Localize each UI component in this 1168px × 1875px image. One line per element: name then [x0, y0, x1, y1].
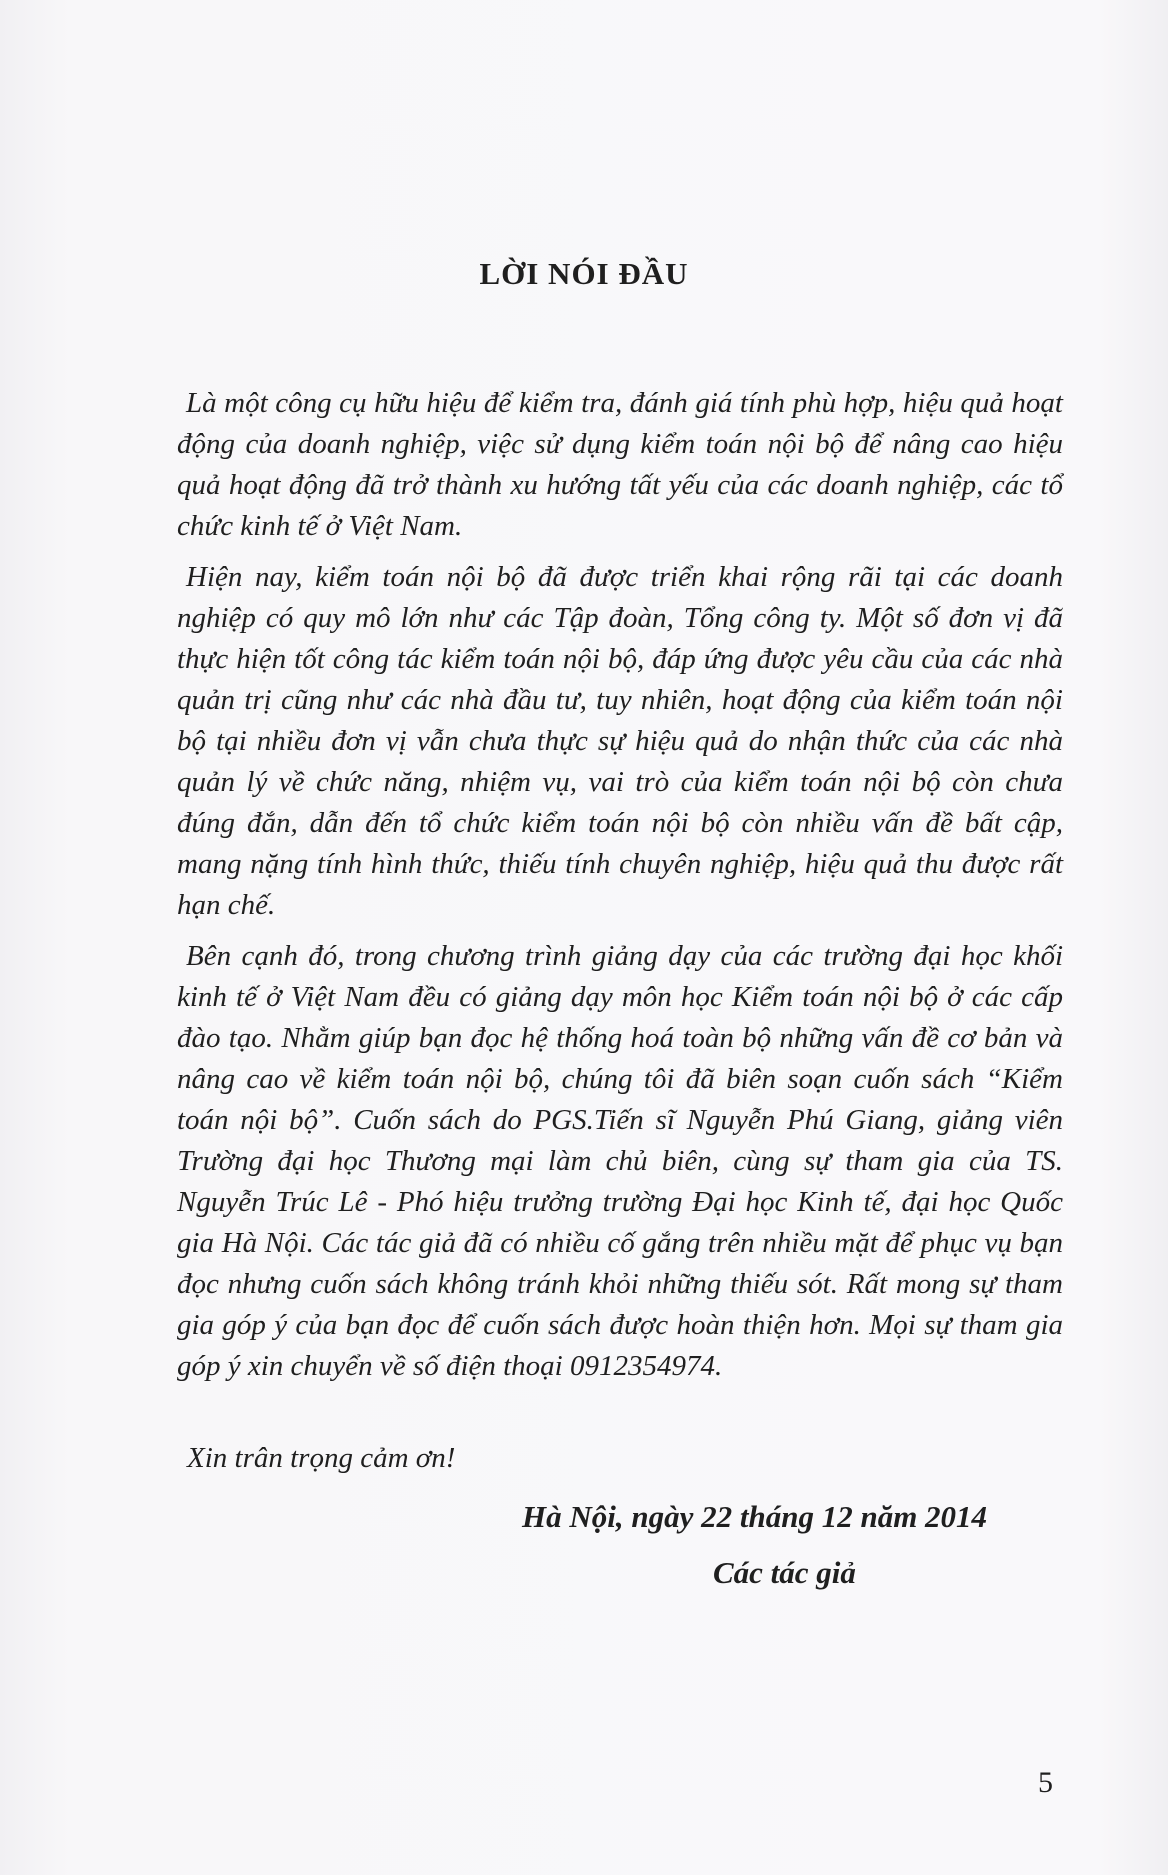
signature-authors: Các tác giả: [713, 1555, 856, 1590]
page-title: LỜI NÓI ĐẦU: [479, 256, 689, 291]
paragraph-3: Bên cạnh đó, trong chương trình giảng dạy của các trường đại học khối kinh tế ở Việt Nam đều có giảng dạy môn học Kiểm toán nội bộ ở các cấp đào tạo. Nhằm giúp bạn đọc hệ thống hoá toàn bộ những vấn đề cơ bản và nâng cao về kiểm toán nội bộ, chúng tôi đã biên soạn cuốn sách “Kiểm toán nội bộ”. Cuốn sách do PGS.Tiến sĩ Nguyễn Phú Giang, giảng viên Trường đại học Thương mại làm chủ biên, cùng sự tham gia của TS. Nguyễn Trúc Lê - Phó hiệu trưởng trường Đại học Kinh tế, đại học Quốc gia Hà Nội. Các tác giả đã có nhiều cố gắng trên nhiều mặt để phục vụ bạn đọc nhưng cuốn sách không tránh khỏi những thiếu sót. Rất mong sự tham gia góp ý của bạn đọc để cuốn sách được hoàn thiện hơn. Mọi sự tham gia góp ý xin chuyển về số điện thoại 0912354974.: [177, 940, 1063, 1382]
page-number: 5: [1038, 1766, 1053, 1799]
paragraph-1: Là một công cụ hữu hiệu để kiểm tra, đánh giá tính phù hợp, hiệu quả hoạt động của doanh nghiệp, việc sử dụng kiểm toán nội bộ để nâng cao hiệu quả hoạt động đã trở thành xu hướng tất yếu của các doanh nghiệp, các tổ chức kinh tế ở Việt Nam.: [177, 387, 1063, 542]
signature-date: Hà Nội, ngày 22 tháng 12 năm 2014: [522, 1499, 988, 1534]
preface-body: [177, 383, 1063, 1397]
closing-line: Xin trân trọng cảm ơn!: [187, 1442, 456, 1474]
paragraph-2: Hiện nay, kiểm toán nội bộ đã được triển khai rộng rãi tại các doanh nghiệp có quy mô lớn như các Tập đoàn, Tổng công ty. Một số đơn vị đã thực hiện tốt công tác kiểm toán nội bộ, đáp ứng được yêu cầu của các nhà quản trị cũng như các nhà đầu tư, tuy nhiên, hoạt động của kiểm toán nội bộ tại nhiều đơn vị vẫn chưa thực sự hiệu quả do nhận thức của các nhà quản lý về chức năng, nhiệm vụ, vai trò của kiểm toán nội bộ còn chưa đúng đắn, dẫn đến tổ chức kiểm toán nội bộ còn nhiều vấn đề bất cập, mang nặng tính hình thức, thiếu tính chuyên nghiệp, hiệu quả thu được rất hạn chế.: [177, 561, 1063, 921]
